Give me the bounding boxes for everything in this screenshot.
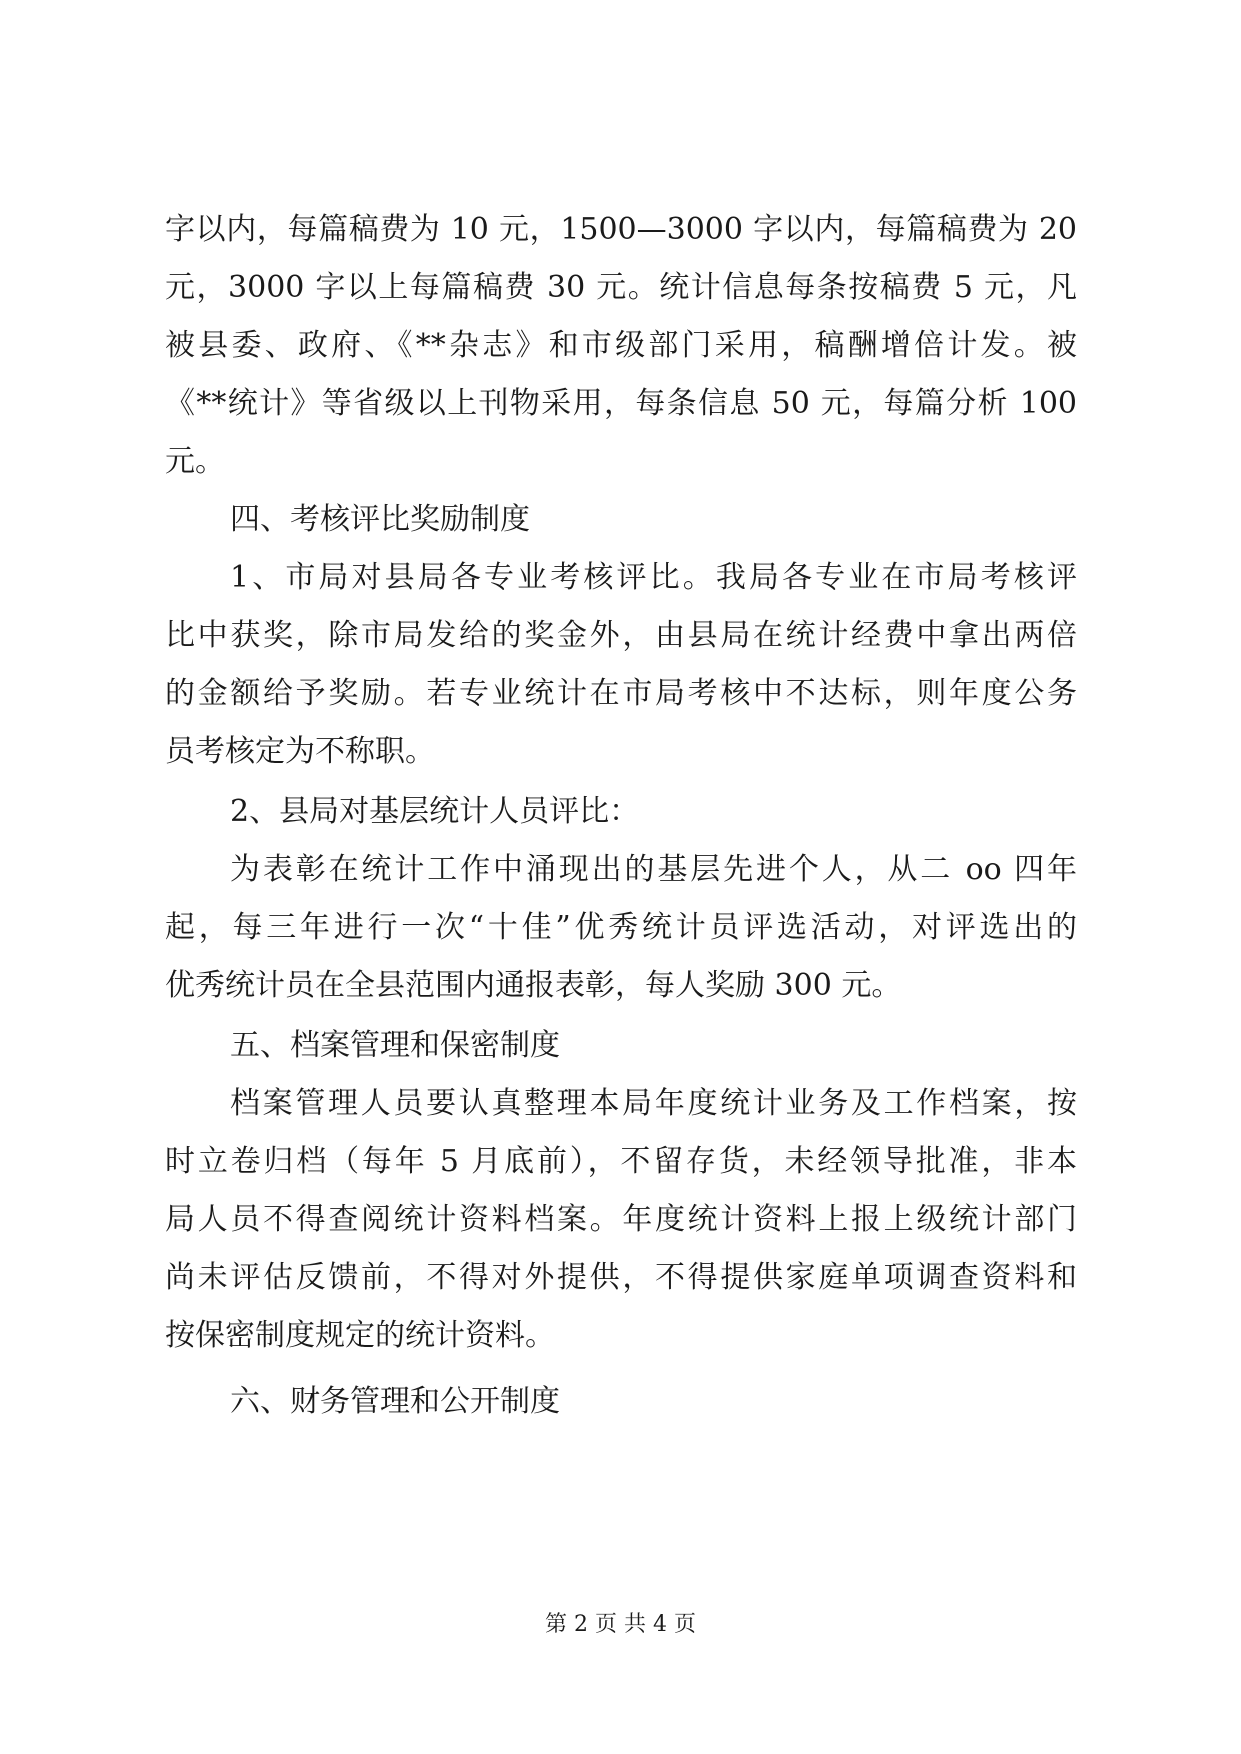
body-text-line: 字以内，每篇稿费为 10 元，1500—3000 字以内，每篇稿费为 20 (165, 212, 1077, 247)
body-text-line: 局人员不得查阅统计资料档案。年度统计资料上报上级统计部门 (165, 1202, 1077, 1237)
body-text-line: 按保密制度规定的统计资料。 (165, 1318, 555, 1353)
body-text-line: 元，3000 字以上每篇稿费 30 元。统计信息每条按稿费 5 元，凡 (165, 270, 1077, 305)
body-text-line: 起，每三年进行一次“十佳”优秀统计员评选活动，对评选出的 (165, 910, 1077, 945)
body-text-line: 比中获奖，除市局发给的奖金外，由县局在统计经费中拿出两倍 (165, 618, 1077, 653)
body-text-line: 为表彰在统计工作中涌现出的基层先进个人，从二 oo 四年 (230, 852, 1077, 887)
subsection-heading: 2、县局对基层统计人员评比： (230, 794, 640, 829)
section-heading: 五、档案管理和保密制度 (230, 1028, 560, 1063)
section-heading: 六、财务管理和公开制度 (230, 1384, 560, 1419)
body-text-line: 优秀统计员在全县范围内通报表彰，每人奖励 300 元。 (165, 968, 902, 1003)
body-text-line: 《**统计》等省级以上刊物采用，每条信息 50 元，每篇分析 100 (165, 386, 1077, 421)
body-text-line: 时立卷归档（每年 5 月底前），不留存货，未经领导批准，非本 (165, 1144, 1077, 1179)
body-text-line: 被县委、政府、《**杂志》和市级部门采用，稿酬增倍计发。被 (165, 328, 1077, 363)
body-text-line: 档案管理人员要认真整理本局年度统计业务及工作档案，按 (230, 1086, 1077, 1121)
body-text-line: 员考核定为不称职。 (165, 734, 435, 769)
page-number-footer: 第 2 页 共 4 页 (545, 1612, 696, 1637)
body-text-line: 1、市局对县局各专业考核评比。我局各专业在市局考核评 (230, 560, 1077, 595)
section-heading: 四、考核评比奖励制度 (230, 502, 530, 537)
body-text-line: 的金额给予奖励。若专业统计在市局考核中不达标，则年度公务 (165, 676, 1077, 711)
body-text-line: 尚未评估反馈前，不得对外提供，不得提供家庭单项调查资料和 (165, 1260, 1077, 1295)
body-text-line: 元。 (165, 444, 225, 479)
